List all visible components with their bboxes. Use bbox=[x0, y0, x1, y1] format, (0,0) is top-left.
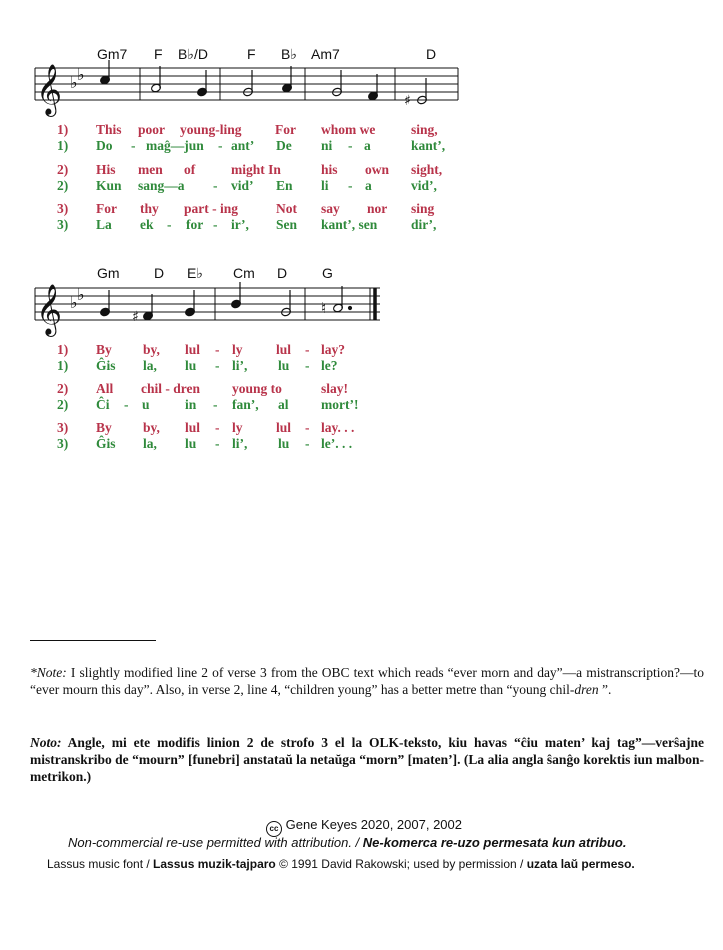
note-text: Angle, mi ete modifis linion 2 de strofo 3 el la OLK-teksto, kiu havas “ĉiu maten’ kaj tag”—verŝajne mistranskribo de “mourn” [funebri] anstataŭ la netaŭga “morn” [maten’]. (La alia angla ŝanĝo korektis iun malbon-metrikon.) bbox=[30, 735, 704, 784]
note-esperanto bbox=[30, 734, 704, 785]
chord: Cm bbox=[233, 265, 255, 281]
natural-icon: ♮ bbox=[321, 299, 327, 317]
verse-number: 2) bbox=[57, 162, 69, 177]
copyright-text: Gene Keyes 2020, 2007, 2002 bbox=[285, 817, 462, 832]
lyric: li bbox=[321, 178, 329, 193]
lyric: Ĉi bbox=[96, 397, 110, 412]
lyric: vid’ bbox=[231, 178, 254, 193]
lyric: Sen bbox=[276, 217, 298, 232]
lyric: His bbox=[96, 162, 116, 177]
verse-number: 2) bbox=[57, 397, 69, 412]
lyric: might In bbox=[231, 162, 281, 177]
lyric: li’, bbox=[232, 436, 248, 451]
lyric: sing bbox=[411, 201, 435, 216]
lyric: poor bbox=[138, 122, 165, 137]
lyric: own bbox=[365, 162, 390, 177]
verse-number: 3) bbox=[57, 420, 69, 435]
font-credit-b: Lassus muzik-tajparo bbox=[153, 857, 276, 871]
flat-icon: ♭ bbox=[77, 285, 85, 304]
lyric: fan’, bbox=[232, 397, 259, 412]
lyric: - bbox=[213, 217, 218, 232]
lyric: sing, bbox=[411, 122, 438, 137]
lyric: of bbox=[184, 162, 196, 177]
chord: D bbox=[154, 265, 165, 281]
lyric: kant’, sen bbox=[321, 217, 378, 232]
font-credit-d: uzata laŭ permeso. bbox=[526, 857, 635, 871]
staff-1 bbox=[30, 60, 470, 120]
lyric: lay? bbox=[321, 342, 346, 357]
lyric: ek bbox=[140, 217, 154, 232]
note-end: ”. bbox=[598, 682, 612, 697]
lyric: ly bbox=[232, 342, 243, 357]
lyric: slay! bbox=[321, 381, 348, 396]
lyric: - bbox=[305, 436, 310, 451]
flat-icon: ♭ bbox=[70, 73, 78, 92]
chord: D bbox=[277, 265, 288, 281]
lyric: young-ling bbox=[180, 122, 242, 137]
lyric: ni bbox=[321, 138, 333, 153]
lyric: lul bbox=[185, 342, 201, 357]
lyric: Kun bbox=[96, 178, 122, 193]
lyric: for bbox=[186, 217, 204, 232]
font-credit-line bbox=[47, 857, 635, 871]
lyric: All bbox=[96, 381, 114, 396]
verse-number: 1) bbox=[57, 138, 69, 153]
chord: Am7 bbox=[311, 46, 340, 62]
lyric: young to bbox=[232, 381, 282, 396]
lyric: lul bbox=[276, 420, 292, 435]
lyric: men bbox=[138, 162, 163, 177]
lyric: maĝ—jun bbox=[146, 138, 204, 153]
lyric: a bbox=[364, 138, 371, 153]
lyric: whom we bbox=[321, 122, 376, 137]
chord: Gm bbox=[97, 265, 120, 281]
lyric: - bbox=[215, 436, 220, 451]
chord: Gm7 bbox=[97, 46, 128, 62]
lyric: - bbox=[305, 342, 310, 357]
note-label: *Note: bbox=[30, 665, 67, 680]
lyric: ir’, bbox=[231, 217, 249, 232]
lyric: say bbox=[321, 201, 340, 216]
lyric: in bbox=[185, 397, 197, 412]
lyric: lul bbox=[276, 342, 292, 357]
chord: E♭ bbox=[187, 265, 203, 281]
lyric: lu bbox=[278, 358, 290, 373]
lyric: dir’, bbox=[411, 217, 437, 232]
verse-number: 1) bbox=[57, 358, 69, 373]
lyric: - bbox=[305, 358, 310, 373]
lyric: u bbox=[142, 397, 150, 412]
font-credit-c: © 1991 David Rakowski; used by permission / bbox=[275, 857, 527, 871]
lyric: sight, bbox=[411, 162, 443, 177]
lyric: lul bbox=[185, 420, 201, 435]
note-italic: dren bbox=[574, 682, 599, 697]
lyric: - bbox=[213, 397, 218, 412]
sharp-icon: ♯ bbox=[404, 93, 411, 109]
lyric: le? bbox=[321, 358, 338, 373]
treble-clef-icon: 𝄞 bbox=[36, 284, 63, 335]
lyric: De bbox=[276, 138, 292, 153]
lyric: lu bbox=[185, 436, 197, 451]
footnote-divider bbox=[30, 640, 156, 641]
verse-number: 3) bbox=[57, 201, 69, 216]
lyric: le’. . . bbox=[321, 436, 353, 451]
lyric: Not bbox=[276, 201, 297, 216]
verse-number: 3) bbox=[57, 436, 69, 451]
license-eo: Ne-komerca re-uzo permesata kun atribuo. bbox=[359, 835, 627, 850]
verse-number: 1) bbox=[57, 122, 69, 137]
lyric: his bbox=[321, 162, 338, 177]
note-english bbox=[30, 664, 704, 698]
lyric: lu bbox=[185, 358, 197, 373]
lyric: chil - dren bbox=[141, 381, 201, 396]
lyric: part - ing bbox=[184, 201, 238, 216]
lyric: la, bbox=[143, 358, 157, 373]
note-text: I slightly modified line 2 of verse 3 from the OBC text which reads “ever morn and day”—a mistranscription?—to “ever mourn this day”. Also, in verse 2, line 4, “children young” has a better metre than “young chil- bbox=[30, 665, 704, 697]
lyric: This bbox=[96, 122, 122, 137]
lyric: Ĝis bbox=[96, 358, 116, 373]
chord: D bbox=[426, 46, 437, 62]
flat-icon: ♭ bbox=[77, 65, 85, 84]
lyric: by, bbox=[143, 420, 160, 435]
chord: B♭ bbox=[281, 46, 297, 62]
verse-number: 1) bbox=[57, 342, 69, 357]
lyric: sang—a bbox=[138, 178, 185, 193]
lyric: kant’, bbox=[411, 138, 446, 153]
verse-number: 3) bbox=[57, 217, 69, 232]
sharp-icon: ♯ bbox=[132, 309, 139, 325]
lyric: - bbox=[305, 420, 310, 435]
lyric: Ĝis bbox=[96, 436, 116, 451]
lyric: a bbox=[365, 178, 372, 193]
license-en: Non-commercial re-use permitted with attribution. / bbox=[68, 835, 360, 850]
lyric: Do bbox=[96, 138, 113, 153]
treble-clef-icon: 𝄞 bbox=[36, 64, 63, 115]
lyric: En bbox=[276, 178, 293, 193]
lyric: ly bbox=[232, 420, 243, 435]
lyric: - bbox=[215, 342, 220, 357]
verse-number: 2) bbox=[57, 178, 69, 193]
lyric: By bbox=[96, 342, 112, 357]
font-credit-a: Lassus music font / bbox=[47, 857, 154, 871]
verse-number: 2) bbox=[57, 381, 69, 396]
lyric: - bbox=[213, 178, 218, 193]
lyric: - bbox=[167, 217, 172, 232]
lyric: ant’ bbox=[231, 138, 255, 153]
staff-2 bbox=[30, 280, 390, 340]
lyric: thy bbox=[140, 201, 159, 216]
lyric: lu bbox=[278, 436, 290, 451]
copyright-line bbox=[266, 817, 462, 837]
lyric: - bbox=[131, 138, 136, 153]
lyric: la, bbox=[143, 436, 157, 451]
lyric: vid’, bbox=[411, 178, 437, 193]
lyric: For bbox=[275, 122, 296, 137]
lyric: By bbox=[96, 420, 112, 435]
lyric: - bbox=[215, 420, 220, 435]
license-line bbox=[68, 835, 626, 850]
lyric: For bbox=[96, 201, 117, 216]
lyric: - bbox=[348, 178, 353, 193]
chord: G bbox=[322, 265, 333, 281]
lyric: - bbox=[215, 358, 220, 373]
lyric: - bbox=[218, 138, 223, 153]
lyric: La bbox=[96, 217, 112, 232]
lyric: al bbox=[278, 397, 289, 412]
chord: F bbox=[247, 46, 256, 62]
note-label: Noto: bbox=[30, 735, 62, 750]
lyric: - bbox=[124, 397, 129, 412]
lyric: - bbox=[348, 138, 353, 153]
lyric: mort’! bbox=[321, 397, 359, 412]
lyric: li’, bbox=[232, 358, 248, 373]
lyric: nor bbox=[367, 201, 388, 216]
creative-commons-icon: cc bbox=[266, 821, 282, 837]
chord: B♭/D bbox=[178, 46, 208, 62]
lyric: lay. . . bbox=[321, 420, 355, 435]
flat-icon: ♭ bbox=[70, 293, 78, 312]
lyric: by, bbox=[143, 342, 160, 357]
chord: F bbox=[154, 46, 163, 62]
